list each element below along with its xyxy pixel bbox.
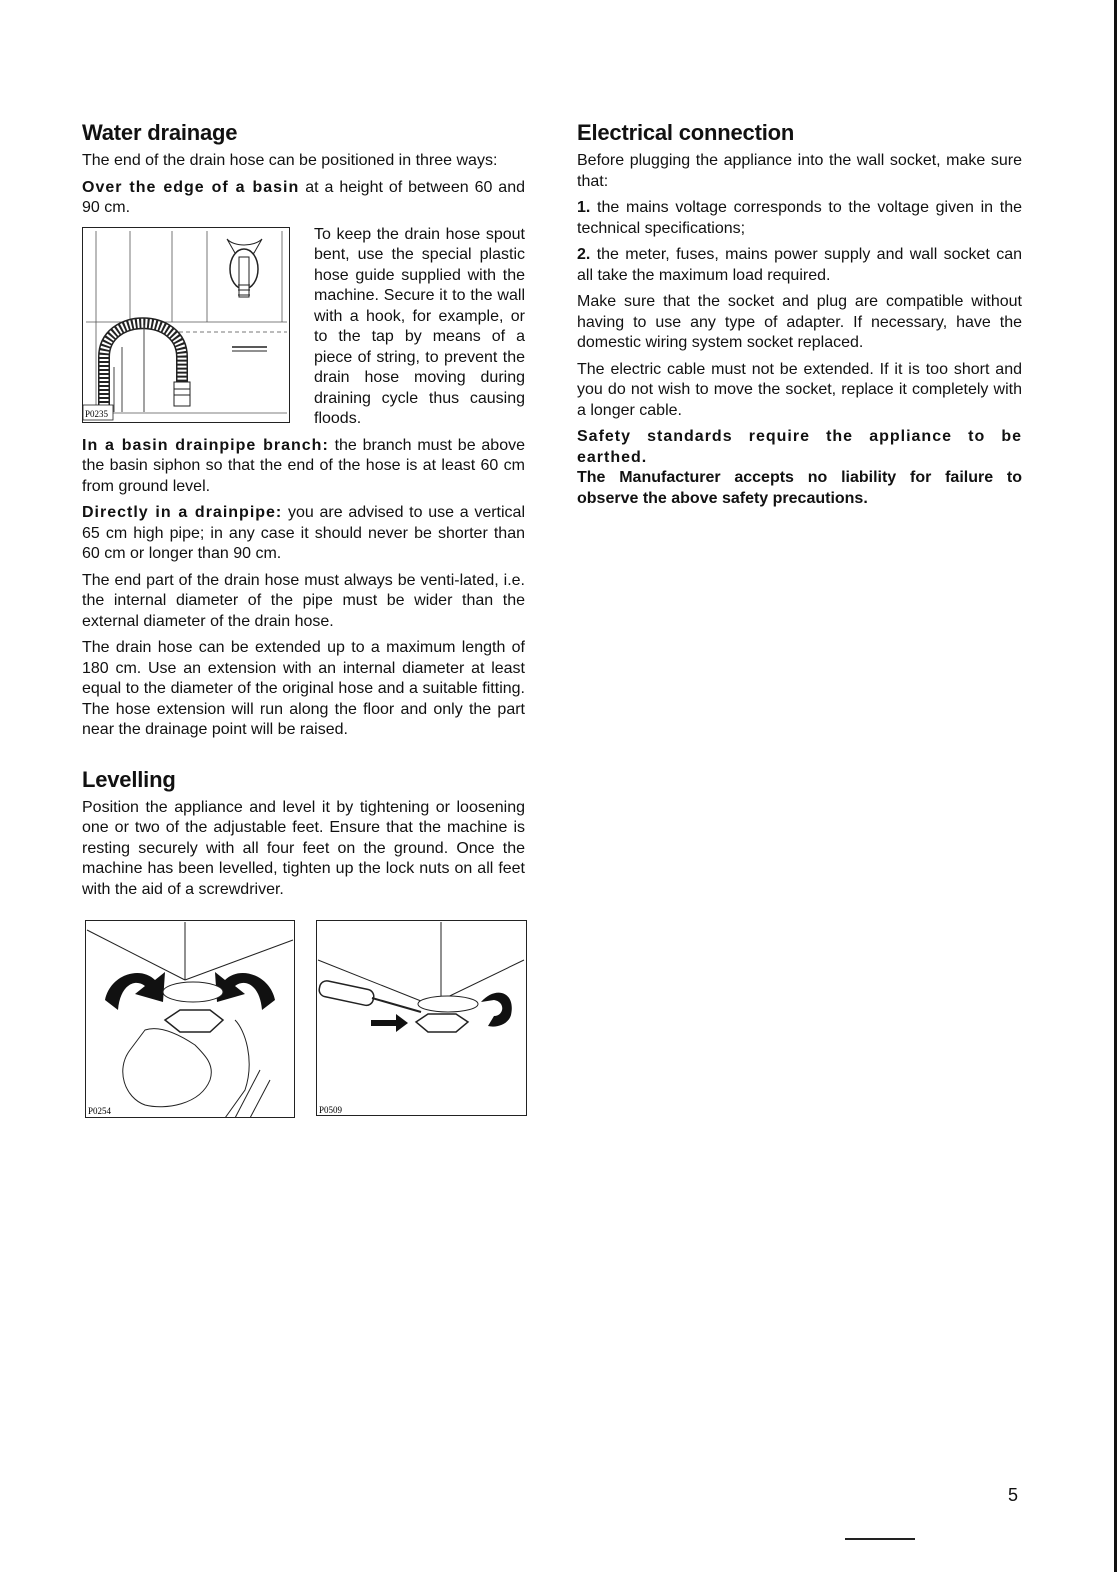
electrical-item-1-text: the mains voltage corresponds to the voltage given in the technical specifications; <box>577 199 1022 237</box>
figure-code-p0254: P0254 <box>88 1106 112 1116</box>
levelling-figures <box>82 920 525 1120</box>
left-column <box>82 120 525 1120</box>
electrical-intro: Before plugging the appliance into the wall socket, make sure that: <box>577 152 1022 190</box>
branch-paragraph <box>82 436 525 498</box>
safety-paragraph <box>577 427 1022 468</box>
hose-guide-paragraph: To keep the drain hose spout bent, use the special plastic hose guide supplied with the machine. Secure it to the wall with a hook, for example, or to the tap by means of a piece of string, to prevent the drain hose moving during draining cycle thus causing floods. <box>314 225 525 427</box>
drainpipe-paragraph <box>82 503 525 565</box>
electrical-item-2 <box>577 245 1022 286</box>
water-drainage-intro: The end of the drain hose can be positioned in three ways: <box>82 152 498 169</box>
electrical-item-2-text: the meter, fuses, mains power supply and wall socket can all take the maximum load required. <box>577 246 1023 284</box>
levelling-paragraph: Position the appliance and level it by tightening or loosening one or two of the adjustable feet. Ensure that the machine is resting securely with all four feet on the ground. Once the machine has been levelled, tighten up the lock nuts on all feet with the aid of a screwdriver. <box>82 798 525 898</box>
branch-label: In a basin drainpipe branch: <box>82 436 329 454</box>
right-column <box>577 120 1022 515</box>
electrical-item-1-number: 1. <box>577 199 591 216</box>
drainpipe-label: Directly in a drainpipe: <box>82 504 283 521</box>
basin-edge-label: Over the edge of a basin <box>82 178 300 196</box>
extension-paragraph: The drain hose can be extended up to a maximum length of 180 cm. Use an extension with an internal diameter at least equal to the diameter of the original hose and a suitable fitting. The hose extension will run along the floor and only the part near the drainage point will be raised. <box>82 639 525 738</box>
figure-code-p0235: P0235 <box>85 408 109 419</box>
figure-code-p0509: P0509 <box>319 1105 343 1115</box>
liability-text: The Manufacturer accepts no liability for failure to observe the above safety precautions. <box>577 469 1022 507</box>
ventilation-paragraph: The end part of the drain hose must always be venti-lated, i.e. the internal diameter of the pipe must be wider than the external diameter of the drain hose. <box>82 571 525 630</box>
levelling-heading: Levelling <box>82 766 176 792</box>
safety-text: Safety standards require the appliance to be earthed. <box>577 428 1022 466</box>
adjust-feet-by-hand-illustration <box>85 920 295 1118</box>
electrical-heading: Electrical connection <box>577 120 795 145</box>
branch-text: the branch must be above the basin siphon so that the end of the hose is at least 60 cm from ground level. <box>82 436 525 495</box>
levelling-section <box>82 767 525 901</box>
liability-paragraph <box>577 468 1022 509</box>
electrical-item-1 <box>577 198 1022 239</box>
footer-rule <box>845 1538 915 1540</box>
page-edge-line <box>1114 0 1117 1572</box>
basin-edge-text: at a height of between 60 and 90 cm. <box>82 178 525 216</box>
compatibility-paragraph: Make sure that the socket and plug are compatible without having to use any type of adapter. If necessary, have the domestic wiring system socket replaced. <box>577 293 1022 351</box>
water-drainage-heading: Water drainage <box>82 120 238 145</box>
drainpipe-text: you are advised to use a vertical 65 cm high pipe; in any case it should never be shorter than 60 cm or longer than 90 cm. <box>82 504 526 562</box>
electrical-item-2-number: 2. <box>577 246 591 263</box>
adjust-feet-with-screwdriver-illustration <box>316 920 527 1116</box>
cable-paragraph: The electric cable must not be extended. If it is too short and you do not wish to move the socket, replace it completely with a longer cable. <box>577 360 1022 419</box>
basin-edge-paragraph <box>82 178 525 219</box>
hose-guide-illustration <box>82 227 290 423</box>
page-number: 5 <box>1008 1485 1019 1505</box>
